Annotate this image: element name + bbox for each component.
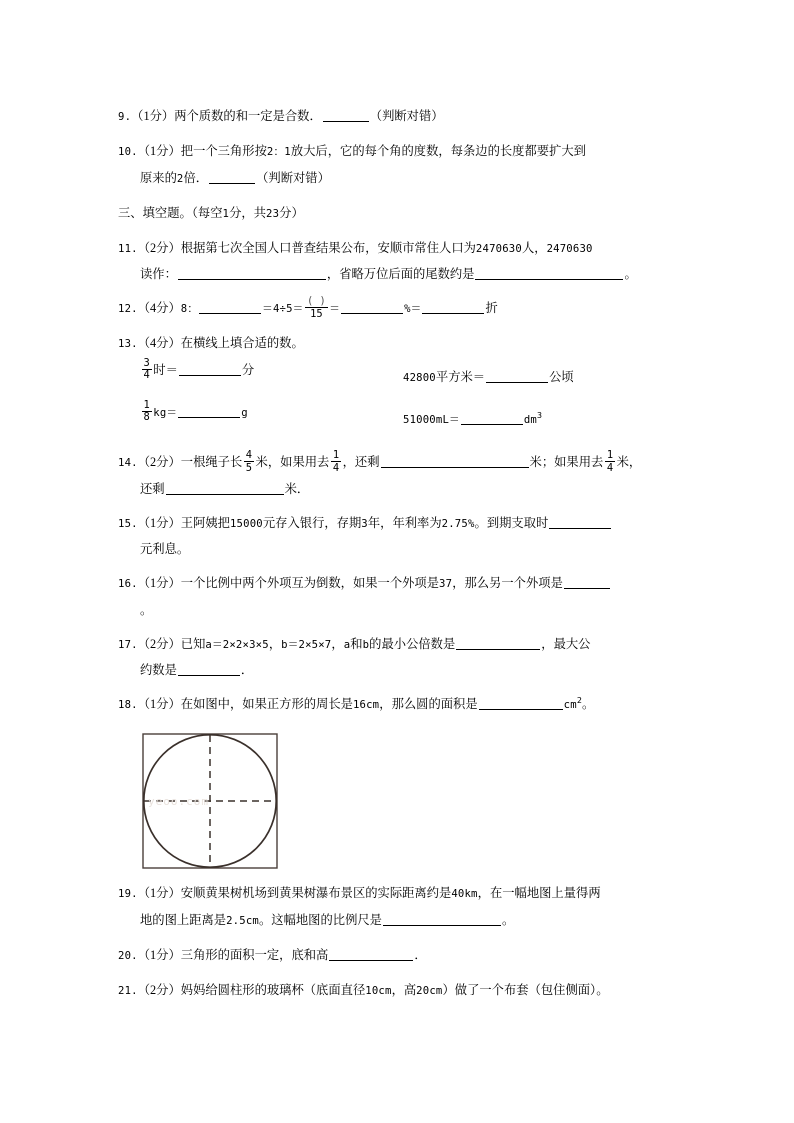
question-14-line2 — [118, 477, 684, 503]
section-label: 三、填空题。（每空 — [118, 205, 223, 220]
question-18-tail: 。 — [582, 697, 595, 711]
answer-blank[interactable] — [564, 577, 610, 589]
question-15-principal: 15000 — [229, 517, 263, 530]
question-14-points: （2分） — [137, 455, 181, 469]
question-16-text-b: ，那么另一个外项是 — [452, 576, 563, 590]
question-14-line2-a: 还剩 — [140, 481, 165, 496]
question-17-text-g: ，最大公 — [541, 636, 591, 651]
question-17-line2-a: 约数是 — [140, 663, 177, 677]
fraction-numerator: 1 — [332, 449, 340, 462]
question-21-height: 20cm — [416, 984, 443, 997]
question-16-number: 16 — [118, 578, 132, 590]
fraction-denominator: 5 — [245, 461, 253, 474]
question-14-text-e: 米， — [616, 455, 642, 469]
unit-to: 分 — [241, 362, 255, 377]
answer-blank[interactable] — [329, 948, 413, 960]
question-17-var-b: b — [362, 638, 370, 651]
question-15-line2: 元利息。 — [140, 542, 190, 556]
question-19-line2-end: 。 — [501, 912, 515, 927]
question-15-text-d: 。到期支取时 — [474, 515, 549, 530]
question-13-points: （4分） — [137, 336, 181, 350]
question-19-text-b: ，在一幅地图上量得两 — [477, 886, 601, 900]
question-11-population-repeat: 2470630 — [546, 242, 593, 255]
question-14-text-c: ，还剩 — [342, 455, 380, 469]
question-20: 20.（1分）三角形的面积一定，底和高 ． — [118, 947, 427, 962]
question-21-points: （2分） — [137, 982, 181, 997]
question-19-line2 — [118, 908, 684, 935]
question-10-line2-num: 2 — [176, 172, 184, 185]
question-11: 11.（2分）根据第七次全国人口普查结果公布，安顺市常住人口为2470630人，2470630 读作： ，省略万位后面的尾数约是 。 — [118, 236, 684, 288]
question-15-text-c: 年，年利率为 — [367, 515, 442, 530]
question-9-tail: （判断对错） — [369, 109, 444, 123]
question-9-number: 9 — [118, 111, 125, 123]
question-13-number: 13 — [118, 338, 132, 350]
answer-blank[interactable] — [475, 268, 623, 280]
fraction-numerator: 3 — [143, 356, 150, 369]
question-10-text-b: 放大后，它的每个角的度数，每条边的长度都要扩大到 — [290, 144, 586, 158]
answer-blank[interactable] — [479, 698, 563, 710]
question-9 — [118, 104, 684, 131]
question-12-percent: %＝ — [404, 303, 422, 315]
question-17-text-f: 的最小公倍数是 — [369, 636, 456, 651]
question-15-text-b: 元存入银行，存期 — [262, 515, 362, 530]
question-14-line2-b: 米． — [284, 481, 310, 496]
answer-blank[interactable] — [486, 370, 548, 382]
question-15: 15.（1分）王阿姨把15000元存入银行，存期3年，年利率为2.75%。到期支取时 元利息。 — [118, 511, 684, 563]
question-13-text: 在横线上填合适的数。 — [180, 336, 304, 350]
question-10-tail: （判断对错） — [256, 170, 330, 185]
question-20-tail: ． — [414, 947, 427, 962]
question-21-text-a: 妈妈给圆柱形的玻璃杯（底面直径 — [180, 982, 366, 997]
question-10-ratio: 2：1 — [266, 146, 291, 158]
question-10-number: 10 — [118, 146, 132, 158]
question-12-number: 12 — [118, 303, 132, 315]
question-16-line2: 。 — [140, 602, 153, 617]
question-9-text: 两个质数的和一定是合数． — [174, 109, 322, 123]
page-content — [118, 104, 684, 1013]
fraction-numerator[interactable]: ( ) — [306, 295, 326, 308]
question-19-number: 19 — [118, 888, 132, 900]
answer-blank[interactable] — [422, 302, 484, 314]
fraction-one-eighth — [142, 400, 152, 424]
question-19-points: （1分） — [137, 886, 181, 900]
question-14-text-b: 米，如果用去 — [255, 455, 330, 469]
unit-exponent: 3 — [537, 409, 543, 420]
question-15-points: （1分） — [137, 515, 181, 530]
value: 51000 — [403, 413, 436, 426]
unit-from: 时＝ — [153, 362, 178, 377]
answer-blank[interactable] — [179, 363, 241, 375]
answer-blank[interactable] — [461, 412, 523, 424]
question-17-line2 — [118, 658, 684, 684]
fraction-three-quarters — [142, 358, 152, 382]
section-per-blank: 1 — [222, 207, 230, 220]
question-16: 16.（1分）一个比例中两个外项互为倒数，如果一个外项是37，那么另一个外项是 。 — [118, 571, 684, 623]
fraction-blank-over-15 — [305, 296, 328, 320]
question-10-dot: . — [131, 146, 138, 158]
question-16-points: （1分） — [137, 576, 181, 590]
answer-blank[interactable] — [383, 913, 501, 925]
answer-blank[interactable] — [178, 405, 240, 417]
question-21-text-b: ，高 — [391, 982, 417, 997]
question-17-number: 17 — [118, 638, 132, 651]
question-17-var-a: a — [343, 638, 351, 651]
unit-from: kg＝ — [153, 406, 178, 419]
question-18-perimeter: 16cm — [352, 699, 380, 711]
question-9-points: （1分） — [131, 109, 175, 123]
question-10-line2 — [118, 166, 684, 193]
question-11-number: 11 — [118, 242, 132, 255]
question-10 — [118, 139, 684, 192]
unit-to: dm — [523, 413, 537, 426]
question-17-sep: ， — [268, 636, 282, 651]
watermark-text: yeoo.com — [148, 795, 209, 808]
question-11-unit: 人， — [521, 240, 547, 255]
fraction-one-quarter — [331, 450, 341, 474]
answer-blank[interactable] — [323, 110, 369, 122]
question-12-eq2: ＝ — [329, 303, 341, 315]
answer-blank[interactable] — [178, 664, 240, 676]
answer-blank[interactable] — [381, 456, 529, 468]
question-14-text-a: 一根绳子长 — [180, 455, 243, 469]
question-21-number: 21 — [118, 984, 132, 997]
question-19-line2-a: 地的图上距离是 — [140, 912, 227, 927]
unit-from: mL＝ — [435, 413, 460, 426]
question-19-line2-b: 。这幅地图的比例尺是 — [258, 912, 382, 927]
question-12-eq1: ＝4÷5＝ — [262, 303, 304, 315]
question-11-points: （2分） — [137, 240, 181, 255]
question-10-text-a: 把一个三角形按 — [180, 144, 267, 158]
question-13-row-1-left — [140, 358, 254, 384]
question-13-row-2-right — [403, 407, 542, 434]
question-18-points: （1分） — [137, 697, 181, 711]
question-13-row-2-left — [140, 400, 248, 427]
question-11-line2-a: 读作： — [140, 267, 177, 281]
question-19-real-distance: 40km — [451, 888, 478, 900]
question-15-years: 3 — [361, 517, 368, 530]
question-15-text-a: 王阿姨把 — [180, 515, 230, 530]
figure-container — [118, 727, 684, 879]
question-20-number: 20 — [118, 949, 132, 962]
answer-blank[interactable] — [199, 302, 261, 314]
question-12-lhs: 8： — [180, 303, 199, 315]
section-heading-fill-in — [118, 201, 684, 228]
fraction-denominator: 15 — [310, 307, 323, 320]
question-16-text-a: 一个比例中两个外项互为倒数，如果一个外项是 — [180, 576, 440, 590]
question-11-line2-b: ，省略万位后面的尾数约是 — [326, 267, 475, 281]
fraction-denominator: 4 — [332, 461, 340, 474]
question-10-line2-b: 倍． — [183, 170, 209, 185]
question-19-map-distance: 2.5cm — [226, 914, 259, 927]
answer-blank[interactable] — [209, 171, 255, 183]
fraction-denominator: 8 — [143, 411, 150, 424]
question-10-points: （1分） — [137, 144, 181, 158]
question-17: 17.（2分）已知a＝2×2×3×5，b＝2×5×7，a和b的最小公倍数是 ，最大公 约数是 ． — [118, 632, 684, 684]
question-10-line2-a: 原来的 — [140, 170, 177, 185]
question-21-diameter: 10cm — [365, 984, 392, 997]
question-15-number: 15 — [118, 517, 132, 530]
question-17-expr-b: b＝2×5×7 — [281, 638, 332, 651]
unit-to: g — [241, 406, 248, 419]
question-18-number: 18 — [118, 699, 132, 711]
question-17-text-a: 已知 — [180, 636, 206, 651]
question-13-row-2 — [118, 400, 684, 442]
fraction-denominator: 4 — [606, 461, 614, 474]
section-label-mid: 分，共 — [229, 205, 267, 220]
question-20-text-a: 三角形的面积一定，底和高 — [180, 947, 329, 962]
question-13-row-1-right — [403, 365, 574, 392]
question-11-line2-end: 。 — [624, 267, 637, 281]
question-19: 19.（1分）安顺黄果树机场到黄果树瀑布景区的实际距离约是40km，在一幅地图上量得两 地的图上距离是2.5cm。这幅地图的比例尺是 。 — [118, 881, 684, 934]
question-14-text-d: 米；如果用去 — [529, 455, 604, 469]
question-12-tail: 折 — [485, 301, 498, 315]
question-11-text-a: 根据第七次全国人口普查结果公布，安顺市常住人口为 — [180, 240, 476, 255]
question-18-unit: cm — [563, 699, 577, 711]
question-15-rate: 2.75% — [441, 517, 475, 530]
fraction-numerator: 4 — [245, 449, 253, 462]
question-19-text-a: 安顺黄果树机场到黄果树瀑布景区的实际距离约是 — [180, 886, 452, 900]
question-14: 14.（2分）一根绳子长 $\frac{4}{5}$ 米，如果用去 $\frac{1}{4}$ ，还剩 米；如果用去 $\frac{1}{4}$ 米， 还剩 米． — [118, 450, 684, 502]
value: 42800 — [403, 371, 436, 384]
question-17-expr-a: a＝2×2×3×5 — [205, 638, 269, 651]
question-16-value: 37 — [439, 578, 453, 590]
section-total: 23 — [266, 207, 280, 220]
question-12-points: （4分） — [137, 301, 181, 315]
question-13: 13.（4分）在横线上填合适的数。 $\frac{3}{4}$ 时＝ 分 42800平方米＝ 公顷 $\frac{1}{8}$ kg＝ g $51000mL= dm^3$ — [118, 331, 684, 442]
answer-blank[interactable] — [166, 482, 284, 494]
question-21: 21.（2分）妈妈给圆柱形的玻璃杯（底面直径10cm，高20cm）做了一个布套（包住侧面）。 — [118, 982, 609, 997]
question-20-points: （1分） — [137, 947, 181, 962]
question-18-unit-exponent: 2 — [576, 694, 583, 705]
question-18-text-a: 在如图中，如果正方形的周长是 — [180, 697, 353, 711]
unit-from: 平方米＝ — [435, 369, 486, 384]
question-12: 12.（4分）8： ＝4÷5＝ $\frac{( )}{15}$ ＝ %＝ 折 — [118, 295, 498, 320]
question-17-text-d: 和 — [350, 636, 363, 651]
fraction-numerator: 1 — [606, 449, 614, 462]
answer-blank[interactable] — [456, 637, 540, 649]
section-label-end: 分） — [279, 205, 304, 220]
circle-in-square-figure — [142, 733, 278, 869]
question-17-text-b: ， — [331, 636, 344, 651]
question-9-dot: . — [124, 111, 132, 123]
fraction-denominator: 4 — [143, 369, 150, 382]
answer-blank[interactable] — [549, 516, 611, 528]
fraction-numerator: 1 — [143, 398, 150, 411]
answer-blank[interactable] — [178, 268, 326, 280]
question-11-population: 2470630 — [475, 242, 522, 255]
answer-blank[interactable] — [341, 302, 403, 314]
question-11-line2 — [118, 262, 684, 288]
question-21-text-c: ）做了一个布套（包住侧面）。 — [442, 982, 609, 997]
fraction-four-fifths — [244, 450, 254, 474]
question-17-line2-b: ． — [240, 663, 254, 677]
question-13-row-1 — [118, 358, 684, 400]
unit-to: 公顷 — [549, 369, 574, 384]
question-18-text-b: ，那么圆的面积是 — [379, 697, 478, 711]
question-17-points: （2分） — [137, 636, 181, 651]
question-14-number: 14 — [118, 457, 132, 469]
fraction-one-quarter — [605, 450, 615, 474]
question-18: 18.（1分）在如图中，如果正方形的周长是16cm，那么圆的面积是 $cm^2$。 — [118, 694, 595, 711]
